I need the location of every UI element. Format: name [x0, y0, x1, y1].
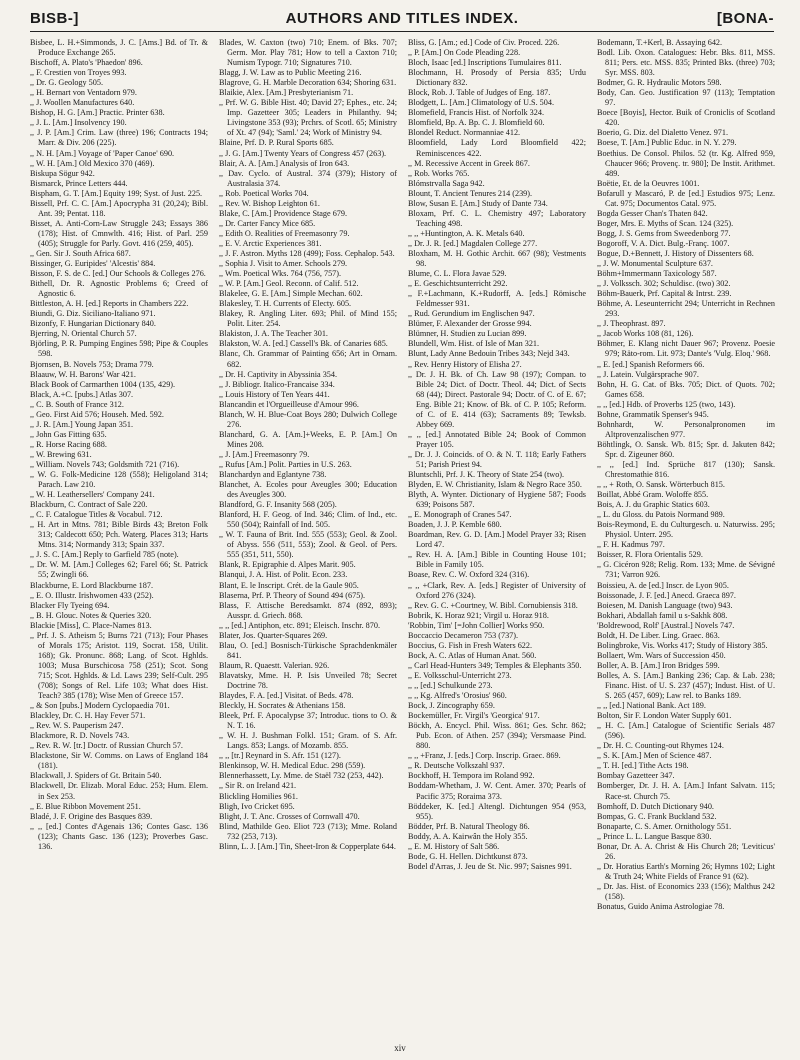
index-entry: Boase, Rev. C. W. Oxford 324 (316). [408, 570, 530, 580]
index-entry: Bloxam, Prf. C. L. Chemistry 497; Laboratory Teaching 498. [408, 208, 586, 228]
index-entry: ,, Rev. Henry History of Elisha 27. [408, 359, 522, 369]
index-entry: ,, Prf. J. S. Atheism 5; Burns 721 (713); Four Phases of Morals 175; Aristot. 119, Socrat. 158, Utilit. 168); Gk. Pronunc. 868; Lang. of Scot. Hghlds. 1003; Musa Burschicosa 758 (251); Scot. Song 715; Scot. Hghlds. & Ld. Laws 239; Self-Cult. 295 (708); Songs of Rel. Life 103; What does Hist. Teach? 385 (178); Wise Men of Greece 157. [30, 630, 208, 701]
index-column-2 [219, 38, 397, 1038]
index-entry: ,, N. H. [Am.] Voyage of 'Paper Canoe' 690. [30, 148, 175, 158]
index-entry: Blater, Jos. Quarter-Squares 269. [219, 630, 328, 640]
index-entry: ,, J. W. Monumental Sculpture 637. [597, 259, 713, 269]
index-entry: Bode, G. H. Hellen. Dichtkunst 873. [408, 851, 528, 861]
page-header [30, 10, 774, 32]
index-entry: Boger, Mrs. E. Myths of Scan. 124 (325). [597, 218, 734, 228]
index-entry: Bishop, H. G. [Am.] Practic. Printer 638. [30, 108, 165, 118]
index-entry: Bolton, Sir F. London Water Supply 601. [597, 711, 732, 721]
index-entry: ,, Louis History of Ten Years 441. [219, 389, 330, 399]
index-entry: ,, J. Volkssch. 302; Schuldisc. (two) 302. [597, 279, 731, 289]
index-entry: Bisbee, L. H.+Simmonds, J. C. [Ams.] Bd. of Tr. & Produce Exchange 265. [30, 38, 208, 58]
index-entry: ,, John Gas Fitting 635. [30, 429, 107, 439]
index-entry: ,, Dr. Jas. Hist. of Economics 233 (156); Malthus 242 (158). [597, 881, 775, 901]
index-entry: Bogda Gesser Chan's Thaten 842. [597, 208, 708, 218]
index-entry: Blant, E. le Inscript. Crét. de la Gaule 905. [219, 580, 359, 590]
index-entry: Bloch, Isaac [ed.] Inscriptions Tumulaires 811. [408, 58, 562, 68]
index-entry: Blennerhassett, Ly. Mme. de Staël 732 (253, 442). [219, 771, 384, 781]
index-column-1 [30, 38, 208, 1038]
index-entry: Blomfield, Bp. A. Bp. C. J. Blomfield 60. [408, 118, 545, 128]
index-entry: Blackstone, Sir W. Comms. on Laws of England 184 (181). [30, 751, 208, 771]
index-entry: ,, Dr. J. H. Bk. of Ch. Law 98 (197); Compan. to Bible 24; Dict. of Doctr. Theol. 44; Dict. of Sects 68 (44); Direct. Pastorale 94; Doctr. of C. of E. 67; Eng. Bible 21; Know. of Bk. of C. P. 105; Reform. of C. of E. 414 (63); Sacraments 89; Tewksb. Abbey 669. [408, 369, 586, 429]
index-entry: Blakelee, G. E. [Am.] Simple Mechan. 602. [219, 289, 363, 299]
index-entry: Blank, R. Epigraphie d. Alpes Marit. 905. [219, 560, 356, 570]
index-entry: Blandford, G. F. Insanity 568 (205). [219, 500, 337, 510]
index-entry: Blanc, Ch. Grammar of Painting 656; Art in Ornam. 682. [219, 349, 397, 369]
index-entry: Bjornsen, B. Novels 753; Drama 779. [30, 359, 154, 369]
index-entry: ,, R. Horse Racing 688. [30, 439, 107, 449]
index-entry: Blunt, Lady Anne Bedouin Tribes 343; Nejd 343. [408, 349, 570, 359]
index-entry: Bonatus, Guido Anima Astrologiae 78. [597, 902, 725, 912]
index-entry: Bohn, H. G. Cat. of Bks. 705; Dict. of Quots. 702; Games 658. [597, 379, 775, 399]
index-entry: ,, Rob. Works 765. [408, 168, 470, 178]
index-entry: ,, ,, [ed.] National Bank. Act 189. [597, 701, 706, 711]
index-entry: ,, W. P. [Am.] Geol. Reconn. of Calif. 512. [219, 279, 359, 289]
index-entry: ,, C. F. Catalogue Titles & Vocabul. 712. [30, 510, 163, 520]
index-columns [30, 38, 776, 1038]
index-entry: ,, Prf. W. G. Bible Hist. 40; David 27; Ephes., etc. 24; Imp. Gazetteer 305; Leaders in Philanthy. 94; Livingstone 353 (93); Prchrs. of Scotl. 65; Ministry of Xt. 47 (94); 'Saml.' 24; Work of Ministry 94. [219, 98, 397, 138]
index-entry: Bödder, Prf. B. Natural Theology 86. [408, 821, 530, 831]
index-entry: ,, ,, + Roth, O. Sansk. Wörterbuch 815. [597, 480, 725, 490]
index-entry: ,, ,, +Franz, J. [eds.] Corp. Inscrip. Graec. 869. [408, 751, 561, 761]
index-entry: Bismarck, Prince Letters 444. [30, 178, 128, 188]
index-entry: Boddam-Whetham, J. W. Cent. Amer. 370; Pearls of Pacific 375; Roraima 373. [408, 781, 586, 801]
index-entry: ,, Rev. R. W. [tr.] Doctr. of Russian Church 57. [30, 741, 183, 751]
index-entry: Blight, J. T. Anc. Crosses of Cornwall 470. [219, 811, 360, 821]
index-entry: Blass, F. Attische Beredsamkt. 874 (892, 893); Ausspr. d. Griech. 868. [219, 600, 397, 620]
index-entry: ,, E. [ed.] Spanish Reformers 66. [597, 359, 705, 369]
index-entry: Blakey, R. Angling Liter. 693; Phil. of Mind 155; Polit. Liter. 254. [219, 309, 397, 329]
index-entry: Blaauw, W. H. Barons' War 421. [30, 369, 136, 379]
index-entry: ,, E. M. History of Salt 586. [408, 841, 500, 851]
index-entry: ,, ,, [ed.] Antiphon, etc. 891; Eleisch. Inschr. 870. [219, 620, 380, 630]
index-entry: Boese, T. [Am.] Public Educ. in N. Y. 279. [597, 138, 737, 148]
index-entry: Black Book of Carmarthen 1004 (135, 429). [30, 379, 176, 389]
index-entry: Böddeker, K. [ed.] Altengl. Dichtungen 954 (953, 955). [408, 801, 586, 821]
index-entry: ,, Rufus [Am.] Polit. Parties in U.S. 263. [219, 459, 352, 469]
index-entry: 'Boldrewood, Rolf' [Austral.] Novels 747. [597, 620, 735, 630]
index-entry: ,, Dr. J. J. Coincids. of O. & N. T. 118; Early Fathers 51; Parish Priest 94. [408, 449, 586, 469]
index-entry: ,, E. V. Arctic Experiences 381. [219, 238, 322, 248]
index-entry: ,, E. Blue Ribbon Movement 251. [30, 801, 141, 811]
index-entry: ,, W. Brewing 631. [30, 449, 92, 459]
index-entry: ,, ,, [ed.] Hdb. of Proverbs 125 (two, 143). [597, 399, 736, 409]
index-entry: Boëtie, Et. de la Oeuvres 1001. [597, 178, 700, 188]
index-entry: ,, W. H. J. Bushman Folkl. 151; Gram. of S. Afr. Langs. 853; Langs. of Mozamb. 855. [219, 731, 397, 751]
index-entry: ,, B. H. Glouc. Notes & Queries 320. [30, 610, 152, 620]
index-entry: ,, F.+Lachmann, K.+Rudorff, A. [eds.] Römische Feldmesser 931. [408, 289, 586, 309]
index-entry: Böhm-Bauerk, Prf. Capital & Intrst. 239. [597, 289, 732, 299]
index-entry: ,, W. G. Folk-Medicine 128 (558); Heligoland 314; Parach. Law 210. [30, 470, 208, 490]
index-entry: Boissonade, J. F. [ed.] Anecd. Graeca 897. [597, 590, 736, 600]
index-entry: Blind, Mathilde Geo. Eliot 723 (713); Mme. Roland 732 (253, 713). [219, 821, 397, 841]
index-entry: Boissieu, A. de [ed.] Inscr. de Lyon 905. [597, 580, 729, 590]
header-rule [30, 31, 774, 32]
index-entry: Bispham, G. T. [Am.] Equity 199; Syst. of Just. 225. [30, 188, 203, 198]
index-entry: ,, Rob. Poetical Works 704. [219, 188, 309, 198]
index-entry: Blackburn, C. Contract of Sale 220. [30, 500, 148, 510]
index-entry: ,, ,, [ed.] Contes d'Agenais 136; Contes Gasc. 136 (123); Chants Gasc. 136 (123); Proverbes Gasc. 136. [30, 821, 208, 851]
index-entry: Blakesley, T. H. Currents of Electy. 605. [219, 299, 352, 309]
index-entry: 'Robbin, Tim' [=John Collier] Works 950. [408, 620, 545, 630]
index-entry: Bockhoff, H. Tempora im Roland 992. [408, 771, 535, 781]
page-number: xiv [394, 1043, 406, 1053]
index-entry: Blackmore, R. D. Novels 743. [30, 731, 130, 741]
index-entry: ,, C. B. South of France 312. [30, 399, 124, 409]
index-entry: Blodgett, L. [Am.] Climatology of U.S. 504. [408, 98, 555, 108]
index-entry: ,, ,, Kg. Alfred's 'Orosius' 960. [408, 691, 507, 701]
index-entry: Boethius. De Consol. Philos. 52 (tr. Kg. Alfred 959, Chaucer 966; Provenç. tr. 980]; De Instit. Arithmet. 489. [597, 148, 775, 178]
index-entry: Blómstrvalla Saga 942. [408, 178, 485, 188]
index-entry: Boaden, J. J. P. Kemble 680. [408, 520, 502, 530]
index-entry: Bithell, Dr. R. Agnostic Problems 6; Creed of Agnostic 6. [30, 279, 208, 299]
index-entry: Blanch, W. H. Blue-Coat Boys 280; Dulwich College 276. [219, 409, 397, 429]
index-entry: Blanchard, G. A. [Am.]+Weeks, E. P. [Am.] On Mines 208. [219, 429, 397, 449]
index-entry: Bissell, Prf. C. C. [Am.] Apocrypha 31 (20,24); Bibl. Ant. 39; Pentat. 118. [30, 198, 208, 218]
index-entry: Boldt, H. De Liber. Ling. Graec. 863. [597, 630, 720, 640]
index-entry: ,, E. Geschichtsunterricht 292. [408, 279, 508, 289]
index-entry: Bjerring, N. Oriental Church 57. [30, 329, 137, 339]
index-entry: Blakston, W. A. [ed.] Cassell's Bk. of Canaries 685. [219, 339, 388, 349]
index-entry: ,, J. Theophrast. 897. [597, 319, 666, 329]
index-entry: ,, Rud. Gerundium im Englischen 947. [408, 309, 535, 319]
index-entry: Boccaccio Decameron 753 (737). [408, 630, 519, 640]
index-entry: ,, W. T. Fauna of Brit. Ind. 555 (553); Geol. & Zool. of Abyss. 556 (511, 553); Zool. & Geol. of Pers. 555 (351, 511, 550). [219, 530, 397, 560]
index-entry: ,, Prince L. L. Langue Basque 830. [597, 831, 712, 841]
index-entry: Boardman, Rev. G. D. [Am.] Model Prayer 33; Risen Lord 47. [408, 530, 586, 550]
index-entry: ,, Dr. Carter Fancy Mice 685. [219, 218, 316, 228]
index-entry: ,, S. K. [Am.] Men of Science 487. [597, 751, 712, 761]
index-entry: Blaum, R. Quaestt. Valerian. 926. [219, 660, 330, 670]
index-entry: ,, ,, [tr.] Reynard in S. Afr. 151 (127). [219, 751, 341, 761]
index-entry: Bonaparte, C. S. Amer. Ornithology 551. [597, 821, 732, 831]
index-entry: Bittleston, A. H. [ed.] Reports in Chambers 222. [30, 299, 189, 309]
index-entry: ,, J. Woollen Manufactures 640. [30, 98, 135, 108]
index-entry: ,, Dr. J. R. [ed.] Magdalen College 277. [408, 238, 538, 248]
index-entry: ,, Rev. W. S. Pauperism 247. [30, 721, 124, 731]
index-entry: Blair, A. A. [Am.] Analysis of Iron 643. [219, 158, 350, 168]
index-entry: ,, J. G. [Am.] Twenty Years of Congress 457 (263). [219, 148, 387, 158]
index-entry: Bogoroff, V. A. Dict. Bulg.-Franç. 1007. [597, 238, 730, 248]
index-entry: Böhme, A. Leseunterricht 294; Unterricht in Rechnen 293. [597, 299, 775, 319]
index-entry: ,, F. Crestien von Troyes 993. [30, 68, 127, 78]
index-entry: Blyth, A. Wynter. Dictionary of Hygiene 587; Foods 639; Poisons 587. [408, 490, 586, 510]
index-entry: Bolingbroke, Vis. Works 417; Study of History 385. [597, 640, 768, 650]
index-entry: Boisser, R. Flora Orientalis 529. [597, 550, 703, 560]
index-entry: Blanchardyn and Eglantyne 738. [219, 470, 327, 480]
index-entry: ,, T. H. [ed.] Tithe Acts 198. [597, 761, 689, 771]
index-entry: Blancandin et l'Orgueilleuse d'Amour 996. [219, 399, 359, 409]
index-entry: Blount, T. Ancient Tenures 214 (239). [408, 188, 533, 198]
index-entry: Bogg, J. S. Gems from Sweedenborg 77. [597, 228, 731, 238]
index-entry: Bock, J. Zincography 659. [408, 701, 495, 711]
index-entry: Boiesen, M. Danish Language (two) 943. [597, 600, 733, 610]
index-entry: ,, E. Volksschul-Unterricht 273. [408, 670, 512, 680]
index-entry: ,, W. H. Leathersellers' Company 241. [30, 490, 155, 500]
index-entry: ,, J. Bibliogr. Italico-Francaise 334. [219, 379, 335, 389]
index-entry: Blackwall, J. Spiders of Gt. Britain 540. [30, 771, 162, 781]
index-entry: ,, Dr. W. M. [Am.] Colleges 62; Farel 66; St. Patrick 55; Zwingli 66. [30, 560, 208, 580]
index-entry: Bloomfield, Lady Lord Bloomfield 422; Reminiscences 422. [408, 138, 586, 158]
index-entry: Blakiston, J. A. The Teacher 301. [219, 329, 328, 339]
index-entry: ,, ,, [ed.] Schulkunde 273. [408, 681, 493, 690]
index-entry: ,, J. [Am.] Freemasonry 79. [219, 449, 310, 459]
index-entry: ,, Rev. W. Bishop Leighton 61. [219, 198, 320, 208]
index-entry: Blaserna, Prf. P. Theory of Sound 494 (675). [219, 590, 366, 600]
index-entry: ,, Jacob Works 108 (81, 126). [597, 329, 694, 339]
index-entry: ,, & Son [pubs.] Modern Cyclopaedia 701. [30, 701, 170, 711]
index-entry: Böckh, A. Encycl. Phil. Wiss. 861; Ges. Schr. 862; Pub. Econ. of Athen. 257 (394); Versmaase Pind. 880. [408, 721, 586, 751]
index-entry: ,, Carl Head-Hunters 349; Temples & Elephants 350. [408, 660, 582, 670]
index-entry: Böhm+Immermann Taxicology 587. [597, 269, 717, 279]
index-entry: Bohnhardt, W. Personalpronomen im Altprovenzalischen 977. [597, 419, 775, 439]
index-entry: Bockemüller, Fr. Virgil's 'Georgica' 917. [408, 711, 540, 721]
index-entry: Boccius, G. Fish in Fresh Waters 622. [408, 640, 533, 650]
index-entry: Bleckly, H. Socrates & Athenians 158. [219, 701, 346, 711]
index-entry: Bogue, D.+Bennett, J. History of Dissenters 68. [597, 248, 754, 258]
index-entry: Blau, O. [ed.] Bosnisch-Türkische Sprachdenkmäler 841. [219, 640, 397, 660]
index-entry: ,, ,, [ed.] Ind. Sprüche 817 (130); Sansk. Chrestomathie 816. [597, 459, 775, 480]
index-entry: ,, Sir R. on Ireland 421. [219, 781, 297, 791]
index-entry: Bonar, Dr. A. A. Christ & His Church 28; 'Leviticus' 26. [597, 841, 775, 861]
index-entry: Bofarull y Mascaró, P. de [ed.] Estudios 975; Lenz. Cat. 975; Documentos Catal. 975. [597, 188, 775, 208]
index-entry: Blades, W. Caxton (two) 710; Enem. of Bks. 707; Germ. Mor. Play 781; How to tell a Caxton 710; Numism Typogr. 710; Signatures 710. [219, 38, 397, 68]
index-entry: Bliss, G. [Am.; ed.] Code of Civ. Proced. 226. [408, 38, 560, 47]
index-entry: Bodel d'Arras, J. Jeu de St. Nic. 997; Saisnes 991. [408, 861, 572, 871]
index-entry: Blümner, H. Studien zu Lucian 899. [408, 329, 527, 339]
index-entry: Blackwell, Dr. Elizab. Moral Educ. 253; Hum. Elem. in Sex 253. [30, 781, 208, 801]
index-entry: ,, M. Recessive Accent in Greek 867. [408, 158, 530, 168]
index-entry: ,, G. Cicéron 928; Relig. Rom. 133; Mme. de Sévigné 731; Varron 926. [597, 560, 775, 580]
index-entry: Blume, C. L. Flora Javae 529. [408, 269, 507, 279]
index-entry: Blanford, H. F. Geog. of Ind. 346; Clim. of Ind., etc. 550 (504); Rainfall of Ind. 505. [219, 510, 397, 530]
index-entry: ,, J. L. [Am.] Insolvency 190. [30, 118, 127, 128]
index-entry: ,, ,, +Clark, Rev. A. [eds.] Register of University of Oxford 276 (324). [408, 580, 586, 600]
index-entry: Boece [Boyis], Hector. Buik of Croniclis of Scotland 420. [597, 108, 775, 128]
index-entry: ,, Geo. First Aid 576; Househ. Med. 592. [30, 409, 164, 419]
index-entry: Blackie [Miss], C. Place-Names 813. [30, 620, 152, 630]
index-entry: ,, Rev. G. C. +Courtney, W. Bibl. Cornubiensis 318. [408, 600, 578, 610]
index-entry: Blake, C. [Am.] Providence Stage 679. [219, 208, 348, 218]
index-entry: Blondel Reduct. Normanniae 412. [408, 128, 521, 138]
index-entry: ,, J. S. C. [Am.] Reply to Garfield 785 (note). [30, 550, 179, 560]
index-entry: Blagg, J. W. Law as to Public Meeting 216. [219, 68, 362, 78]
index-entry: Boillat, Abbé Gram. Woloffe 855. [597, 490, 709, 500]
index-entry: ,, Wm. Poetical Wks. 764 (756, 757). [219, 269, 342, 279]
index-entry: Bois-Reymond, E. du Culturgesch. u. Naturwiss. 295; Physiol. Unterr. 295. [597, 520, 775, 540]
index-entry: Biskupa Sögur 942. [30, 168, 95, 178]
index-entry: ,, F. H. Kadmus 797. [597, 540, 665, 550]
index-entry: Blackburne, E. Lord Blackburne 187. [30, 580, 154, 590]
index-entry: Blomefield, Francis Hist. of Norfolk 324. [408, 108, 544, 118]
index-entry: Blanqui, J. A. Hist. of Polit. Econ. 233. [219, 570, 348, 580]
index-column-4 [597, 38, 775, 1038]
index-entry: ,, W. H. [Am.] Old Mexico 370 (469). [30, 158, 155, 168]
index-entry: ,, Dr. H. C. Counting-out Rhymes 124. [597, 741, 724, 751]
index-entry: Bisset, A. Anti-Corn-Law Struggle 243; Essays 386 (178); Hist. of Cmnwlth. 416; Hist. of Parl. 259 (405); Struggle for Parly. Govt. 416 (259, 405). [30, 218, 208, 248]
index-entry: ,, Gen. Sir J. South Africa 687. [30, 248, 131, 258]
index-entry: ,, J. Latein. Vulgärsprache 907. [597, 369, 699, 379]
index-entry: ,, Dr. Horatius Earth's Morning 26; Hymns 102; Light & Truth 24; White Fields of France 91 (62). [597, 861, 775, 881]
index-entry: Bluntschli, Prf. J. K. Theory of State 254 (two). [408, 470, 565, 480]
index-entry: Blenkinsop, W. H. Medical Educ. 298 (559). [219, 761, 366, 771]
index-entry: Blaydes, F. A. [ed.] Visitat. of Beds. 478. [219, 691, 354, 701]
index-entry: Blyden, E. W. Christianity, Islam & Negro Race 350. [408, 480, 582, 490]
index-entry: Bleek, Prf. F. Apocalypse 37; Introduc. tions to O. & N. T. 16. [219, 711, 397, 731]
header-range-end: [BONA- [716, 10, 774, 27]
index-entry: Bodemann, T.+Kerl, B. Assaying 642. [597, 38, 723, 47]
index-entry: ,, H. Bernart von Ventadorn 979. [30, 88, 137, 98]
index-entry: Blackley, Dr. C. H. Hay Fever 571. [30, 711, 146, 721]
index-entry: ,, William. Novels 743; Goldsmith 721 (716). [30, 459, 180, 469]
index-entry: ,, J. R. [Am.] Young Japan 351. [30, 419, 134, 429]
index-entry: ,, Dr. G. Geology 505. [30, 78, 103, 88]
index-entry: Blagrove, G. H. Marble Decoration 634; Shoring 631. [219, 78, 397, 88]
index-entry: Bompas, G. C. Frank Buckland 532. [597, 811, 717, 821]
index-entry: Boddy, A. A. Kairwân the Holy 355. [408, 831, 528, 841]
index-entry: Böhmer, E. Klang nicht Dauer 967; Provenz. Poesie 979; Räto-rom. Lit. 973; Dante's 'Vulg. Eloq.' 968. [597, 339, 775, 359]
index-entry: Bois, A. J. du Graphic Statics 603. [597, 500, 710, 510]
index-entry: Boller, A. B. [Am.] Iron Bridges 599. [597, 660, 720, 670]
index-entry: Bock, A. C. Atlas of Human Anat. 560. [408, 650, 537, 660]
index-entry: ,, E. Monograph of Cranes 547. [408, 510, 512, 520]
index-entry: Bomberger, Dr. J. H. A. [Am.] Infant Salvatn. 115; Race-st. Church 75. [597, 781, 775, 801]
index-entry: Bodmer, G. R. Hydraulic Motors 598. [597, 78, 722, 88]
index-entry: Blow, Susan E. [Am.] Study of Dante 734. [408, 198, 548, 208]
index-entry: Bodl. Lib. Oxon. Catalogues: Hebr. Bks. 811, MSS. 811; Pers. etc. MSS. 835; Printed Bks. (three) 703; Syr. MSS. 803. [597, 48, 775, 78]
header-title: AUTHORS AND TITLES INDEX. [285, 10, 519, 27]
index-entry: Blaikie, Alex. [Am.] Presbyterianism 71. [219, 88, 354, 98]
index-entry: Bligh, Ivo Cricket 695. [219, 801, 295, 811]
index-entry: Bomhoff, D. Dutch Dictionary 940. [597, 801, 714, 811]
index-entry: Body, Can. Geo. Justification 97 (113); Temptation 97. [597, 88, 775, 108]
index-entry: ,, L. du Gloss. du Patois Normand 989. [597, 510, 725, 520]
index-entry: Bischoff, A. Plato's 'Phaedon' 896. [30, 58, 143, 68]
index-entry: Block, Rob. J. Table of Judges of Eng. 187. [408, 88, 551, 98]
index-entry: Blacker Fly Tyeing 694. [30, 600, 110, 610]
index-entry: Bohne, Grammatik Spenser's 945. [597, 409, 709, 419]
index-entry: Biundi, G. Diz. Siciliano-Italiano 971. [30, 309, 156, 319]
index-entry: Blundell, Wm. Hist. of Isle of Man 321. [408, 339, 540, 349]
index-entry: Bolles, A. S. [Am.] Banking 236; Cap. & Lab. 238; Financ. Hist. of U. S. 237 (457); Indust. Hist. of U. S. 265 (457, 609); Law rel. to Banks 189. [597, 670, 775, 701]
index-entry: Bollaert, Wm. Wars of Succession 450. [597, 650, 726, 660]
index-entry: ,, R. Deutsche Volkszahl 937. [408, 761, 505, 771]
index-column-3 [408, 38, 586, 1038]
header-range-start: BISB-] [30, 10, 79, 27]
index-entry: ,, Edith O. Realities of Freemasonry 79. [219, 228, 350, 238]
index-entry: Bloxham, M. H. Gothic Archit. 667 (98); Vestments 98. [408, 248, 586, 269]
index-entry: ,, Dr. H. Captivity in Abyssinia 354. [219, 369, 338, 379]
index-entry: Bizonfy, F. Hungarian Dictionary 840. [30, 319, 156, 329]
index-entry: ,, ,, [ed.] Annotated Bible 24; Book of Common Prayer 105. [408, 429, 586, 449]
index-entry: Boerio, G. Diz. del Dialetto Venez. 971. [597, 128, 729, 138]
index-entry: Bombay Gazetteer 347. [597, 771, 675, 781]
index-entry: ,, Dav. Cyclo. of Austral. 374 (379); History of Australasia 374. [219, 168, 397, 188]
index-entry: Bladé, J. F. Origine des Basques 839. [30, 811, 153, 821]
index-entry: Bobrik, K. Horaz 921; Virgil u. Horaz 918. [408, 610, 549, 620]
index-entry: Blochmann, H. Prosody of Persia 835; Urdu Dictionary 832. [408, 68, 586, 88]
index-entry: Bokhari, Abdallah famil u s-Sakhk 808. [597, 610, 728, 620]
index-entry: Blickling Homilies 961. [219, 791, 298, 801]
index-entry: ,, J. F. Astron. Myths 128 (499); Foss. Cephalop. 543. [219, 248, 395, 258]
index-entry: Bisson, F. S. de C. [ed.] Our Schools & Colleges 276. [30, 269, 206, 279]
index-entry: Black, A.+C. [pubs.] Atlas 307. [30, 389, 134, 399]
index-entry: Blümer, F. Alexander der Grosse 994. [408, 319, 532, 329]
index-entry: Blinn, L. J. [Am.] Tin, Sheet-Iron & Copperplate 644. [219, 841, 396, 851]
index-entry: ,, ,, +Huntington, A. K. Metals 640. [408, 228, 525, 238]
index-entry: Bissinger, G. Euripides' 'Alcestis' 884. [30, 259, 156, 269]
index-entry: Blavatsky, Mme. H. P. Isis Unveiled 78; Secret Doctrine 78. [219, 670, 397, 690]
index-entry: ,, J. P. [Am.] Crim. Law (three) 196; Contracts 194; Marr. & Div. 206 (225). [30, 128, 208, 148]
index-entry: Blaine, Prf. D. P. Rural Sports 685. [219, 138, 334, 148]
index-entry: ,, Rev. H. A. [Am.] Bible in Counting House 101; Bible in Family 105. [408, 550, 586, 570]
index-entry: ,, H. C. [Am.] Catalogue of Scientific Serials 487 (596). [597, 721, 775, 741]
index-entry: ,, E. O. Illustr. Irishwomen 433 (252). [30, 590, 154, 600]
index-entry: ,, Sophia J. Visit to Amer. Schools 279. [219, 259, 348, 269]
index-entry: Blanchet, A. Ecoles pour Aveugles 300; Education des Aveugles 300. [219, 480, 397, 500]
index-entry: ,, P. [Am.] On Code Pleading 228. [408, 48, 521, 58]
index-entry: ,, H. Art in Mtns. 781; Bible Birds 43; Breton Folk 313; Caldecott 650; Pch. Waterg. Places 313; Harts Mtns. 314; Normandy 313; Spain 337. [30, 520, 208, 550]
index-entry: Björling, P. R. Pumping Engines 598; Pipe & Couples 598. [30, 339, 208, 359]
index-entry: Böhtlingk, O. Sansk. Wb. 815; Spr. d. Jakuten 842; Spr. d. Zigeuner 860. [597, 439, 775, 459]
